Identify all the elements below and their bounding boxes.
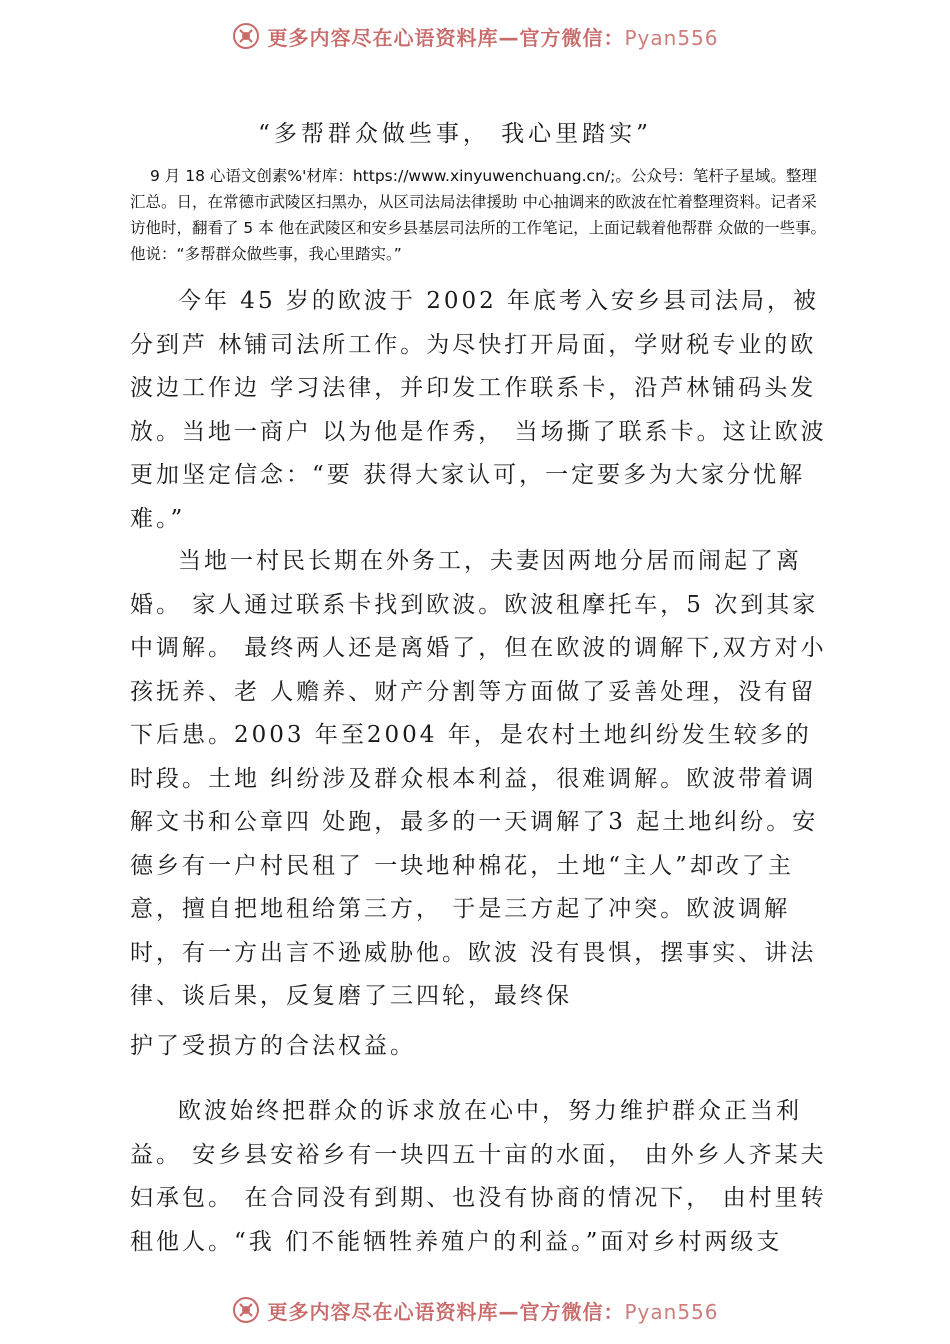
body-paragraph-2: 当地一村民长期在外务工，夫妻因两地分居而闹起了离婚。 家人通过联系卡找到欧波。欧波租摩托车，5 次到其家中调解。 最终两人还是离婚了，但在欧波的调解下,双方对小孩抚养、老 人赡养、财产分割等方面做了妥善处理，没有留下后患。2003 年至2004 年，是农村土地纠纷发生较多的时段。土地 纠纷涉及群众根本利益，很难调解。欧波带着调解文书和公章四 处跑，最多的一天调解了3 起土地纠纷。安德乡有一户村民租了 一块地种棉花，土地“主人”却改了主意，擅自把地租给第三方， 于是三方起了冲突。欧波调解时，有一方出言不逊威胁他。欧波 没有畏惧，摆事实、讲法律、谈后果，反复磨了三四轮，最终保 <box>130 548 827 1009</box>
article-intro <box>130 163 830 267</box>
intro-paragraph: 9 月 18 心语文创素%'材库：https://www.xinyuwenchuang.cn/;。公众号：笔杆子星域。整理汇总。日，在常德市武陵区扫黑办，从区司法局法律援助 中心抽调来的欧波在忙着整理资料。记者采访他时，翻看了 5 本 他在武陵区和安乡县基层司法所的工作笔记，上面记载着他帮群 众做的一些事。他说：“多帮群众做些事，我心里踏实。” <box>130 167 827 263</box>
footer-banner-text: 更多内容尽在心语资料库—官方微信：Pyan556 <box>267 1299 719 1324</box>
header-watermark-banner <box>0 16 950 56</box>
article-title: “多帮群众做些事， 我心里踏实” <box>258 121 652 147</box>
footer-watermark-banner <box>0 1290 950 1330</box>
body-paragraph-4: 欧波始终把群众的诉求放在心中，努力维护群众正当利益。 安乡县安裕乡有一块四五十亩的水面， 由外乡人齐某夫妇承包。 在合同没有到期、也没有协商的情况下， 由村里转租他人。“我 们不能牺牲养殖户的利益。”面对乡村两级支 <box>130 1098 827 1255</box>
body-paragraph-3: 护了受损方的合法权益。 <box>130 1033 416 1059</box>
body-paragraph-1: 今年 45 岁的欧波于 2002 年底考入安乡县司法局，被分到芦 林铺司法所工作。为尽快打开局面，学财税专业的欧波边工作边 学习法律，并印发工作联系卡，沿芦林铺码头发放。当地一商户 以为他是作秀， 当场撕了联系卡。这让欧波更加坚定信念：“要 获得大家认可，一定要多为大家分忧解难。” <box>130 288 827 532</box>
logo-icon <box>231 1295 261 1325</box>
logo-icon <box>231 21 261 51</box>
header-banner-text: 更多内容尽在心语资料库—官方微信：Pyan556 <box>267 25 719 50</box>
